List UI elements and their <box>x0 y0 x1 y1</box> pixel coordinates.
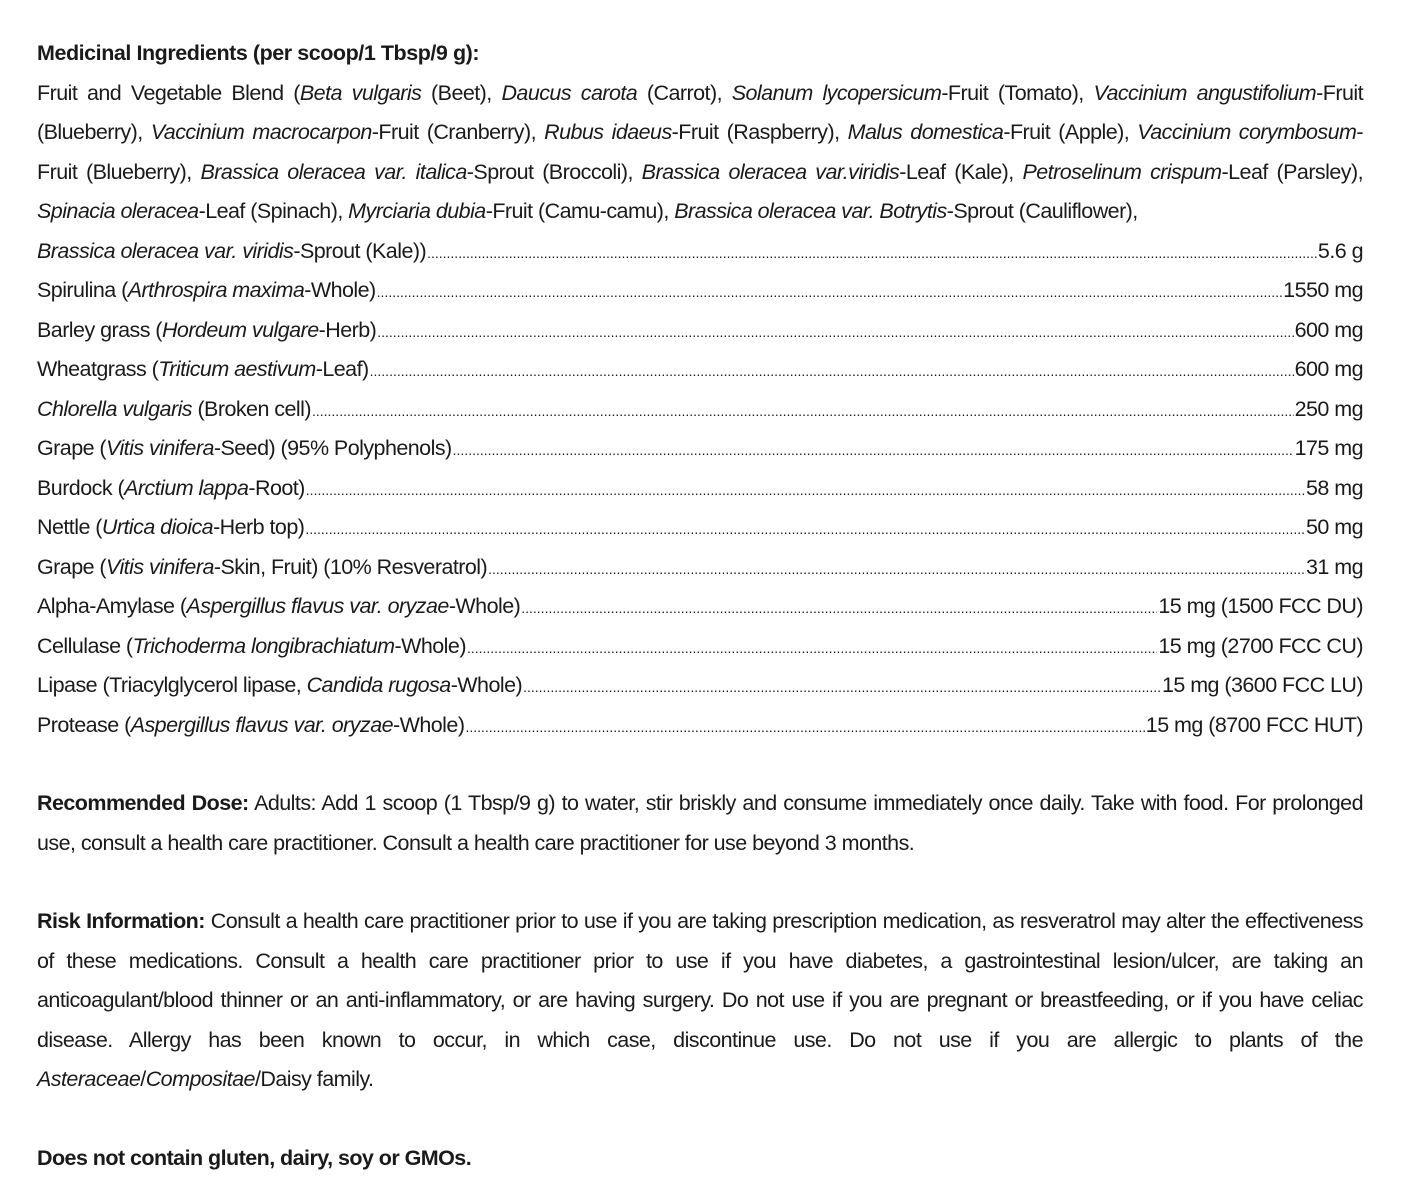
text-segment-blend-14: -Fruit (Apple), <box>1003 120 1138 144</box>
dot-leader <box>467 629 1157 669</box>
latin-name-ing7-1: Vitis vinifera <box>106 554 214 579</box>
dot-leader <box>488 550 1305 590</box>
ingredient-name <box>37 627 466 667</box>
dot-leader <box>377 313 1293 353</box>
latin-name-ing8-1: Aspergillus flavus var. oryzae <box>186 594 449 618</box>
text-segment-ing2-0: Wheatgrass ( <box>37 357 159 381</box>
text-segment-ing6-2: -Herb top) <box>213 515 305 539</box>
text-segment-ing9-0: Cellulase ( <box>37 633 133 658</box>
text-segment-ing4-2: -Seed) (95% Polyphenols) <box>213 436 452 460</box>
text-segment-blend-6: -Fruit (Tomato), <box>941 80 1094 105</box>
latin-name-blend-19: Brassica oleracea var.viridis <box>641 159 900 184</box>
latin-name-blend-7: Vaccinium angustifolium <box>1093 80 1317 105</box>
latin-name-blend-21: Petroselinum crispum <box>1022 159 1222 184</box>
text-segment-ing0-0: Spirulina ( <box>37 278 128 302</box>
text-segment-ing7-0: Grape ( <box>37 554 107 579</box>
latin-name-ing2-1: Triticum aestivum <box>158 357 316 381</box>
latin-name-blend-11: Rubus idaeus <box>544 120 672 144</box>
text-segment-ing10-2: -Whole) <box>450 673 523 697</box>
text-segment-ing8-0: Alpha-Amylase ( <box>37 594 187 618</box>
ingredient-amount: 58 mg <box>1305 475 1363 500</box>
text-segment-ing3-1: (Broken cell) <box>192 396 311 421</box>
ingredient-name <box>37 271 376 311</box>
text-segment-blend-0: Fruit and Vegetable Blend ( <box>37 80 300 105</box>
ingredient-name <box>37 311 376 351</box>
ingredient-name <box>37 390 311 430</box>
ingredient-amount: 250 mg <box>1294 396 1363 421</box>
risk-label: Risk Information: <box>37 909 205 933</box>
latin-name-risk-3: Compositae <box>145 1067 255 1091</box>
text-segment-risk-2: / <box>140 1067 146 1091</box>
text-segment-blend-16: -Fruit (Blueberry), <box>37 120 1363 184</box>
latin-name-blend-9: Vaccinium macrocarpon <box>150 120 372 144</box>
text-segment-blend-4: (Carrot), <box>637 80 732 105</box>
ingredient-row <box>37 390 1363 430</box>
ingredient-amount: 15 mg (3600 FCC LU) <box>1161 673 1363 697</box>
ingredient-name <box>37 666 522 706</box>
dot-leader <box>370 352 1294 392</box>
blend-description <box>37 74 1363 232</box>
latin-name-blend-15: Vaccinium corymbosum <box>1137 120 1357 144</box>
text-segment-ing10-0: Lipase (Triacylglycerol lipase, <box>37 673 307 697</box>
text-segment-ing6-0: Nettle ( <box>37 515 102 539</box>
text-segment-ing5-2: -Root) <box>248 475 305 500</box>
latin-name-ing11-1: Aspergillus flavus var. oryzae <box>130 712 394 737</box>
ingredient-amount: 31 mg <box>1305 554 1363 579</box>
ingredient-row <box>37 548 1363 588</box>
text-segment-ing2-2: -Leaf) <box>315 357 369 381</box>
text-segment-ing1-2: -Herb) <box>318 317 377 342</box>
ingredient-name <box>37 587 520 627</box>
latin-name-blend-3: Daucus carota <box>501 80 638 105</box>
ingredient-row <box>37 311 1363 351</box>
text-segment-risk-0: Consult a health care practitioner prior to use if you are taking prescription medication, as resveratrol may alter the effectiveness of these medications. Consult a health care practitioner prior to use if you have diabetes, a gastrointestinal lesion/ulcer, are taking an anticoagulant/blood thinner or an anti-inflammatory, or are having surgery. Do not use if you are pregnant or breastfeeding, or if you have celiac disease. Allergy has been known to occur, in which case, discontinue use. Do not use if you are allergic to plants of the <box>37 909 1364 1052</box>
ingredient-row <box>37 350 1363 390</box>
text-segment-blend-8: -Fruit (Blueberry), <box>37 80 1364 144</box>
ingredient-amount: 15 mg (8700 FCC HUT) <box>1145 712 1363 737</box>
latin-name-blend-25: Myrciaria dubia <box>348 199 486 223</box>
dot-leader <box>312 392 1294 432</box>
ingredient-row <box>37 508 1363 548</box>
ingredient-row <box>37 706 1363 746</box>
text-segment-blend-last-1: -Sprout (Kale)) <box>293 238 427 263</box>
text-segment-ing11-0: Protease ( <box>37 712 131 737</box>
blend-final-ingredients <box>37 232 426 272</box>
ingredient-amount: 15 mg (1500 FCC DU) <box>1158 594 1363 618</box>
text-segment-risk-4: /Daisy family. <box>254 1067 374 1091</box>
allergen-statement: Does not contain gluten, dairy, soy or GMOs. <box>37 1145 472 1170</box>
text-segment-ing1-0: Barley grass ( <box>37 317 162 342</box>
text-segment-ing11-2: -Whole) <box>393 712 465 737</box>
ingredient-amount: 50 mg <box>1305 515 1363 539</box>
dose-text: Adults: Add 1 scoop (1 Tbsp/9 g) to water, stir briskly and consume immediately once daily. Take with food. For prolonged use, consult a health care practitioner. Consult a health care practitioner for use beyond 3 months. <box>37 791 1363 855</box>
ingredient-amount: 175 mg <box>1294 436 1363 460</box>
latin-name-blend-13: Malus domestica <box>847 120 1004 144</box>
ingredient-name <box>37 350 369 390</box>
text-segment-blend-26: -Fruit (Camu-camu), <box>485 199 675 223</box>
latin-name-ing6-1: Urtica dioica <box>101 515 214 539</box>
ingredient-row <box>37 587 1363 627</box>
risk-information <box>37 902 1363 1100</box>
dose-label: Recommended Dose: <box>37 791 249 815</box>
dot-leader <box>305 510 1305 550</box>
dot-leader <box>465 708 1144 748</box>
dot-leader <box>453 431 1294 471</box>
text-segment-ing8-2: -Whole) <box>448 594 521 618</box>
latin-name-ing0-1: Arthrospira maxima <box>127 278 305 302</box>
dot-leader <box>521 589 1157 629</box>
latin-name-blend-23: Spinacia oleracea <box>37 199 199 223</box>
text-segment-blend-28: -Sprout (Cauliflower), <box>946 199 1138 223</box>
ingredient-name <box>37 469 305 509</box>
ingredient-amount: 1550 mg <box>1283 278 1363 302</box>
ingredient-name <box>37 429 452 469</box>
ingredients-heading: Medicinal Ingredients (per scoop/1 Tbsp/9 g): <box>37 41 480 65</box>
latin-name-ing1-1: Hordeum vulgare <box>161 317 319 342</box>
ingredient-row <box>37 271 1363 311</box>
latin-name-ing4-1: Vitis vinifera <box>106 436 214 460</box>
blend-final-line <box>37 232 1363 272</box>
ingredient-name <box>37 706 464 746</box>
latin-name-ing3-0: Chlorella vulgaris <box>37 396 193 421</box>
ingredient-amount: 600 mg <box>1294 317 1363 342</box>
dot-leader <box>523 668 1161 708</box>
ingredient-name <box>37 508 304 548</box>
blend-ingredient-list <box>37 81 1363 224</box>
blend-amount: 5.6 g <box>1317 238 1363 263</box>
text-segment-ing5-0: Burdock ( <box>37 475 125 500</box>
latin-name-blend-27: Brassica oleracea var. Botrytis <box>674 199 947 223</box>
ingredient-list <box>37 271 1363 745</box>
ingredient-amount: 600 mg <box>1294 357 1363 381</box>
latin-name-blend-5: Solanum lycopersicum <box>731 80 942 105</box>
text-segment-blend-2: (Beet), <box>421 80 502 105</box>
text-segment-ing7-2: -Skin, Fruit) (10% Resveratrol) <box>213 554 488 579</box>
text-segment-ing4-0: Grape ( <box>37 436 107 460</box>
label-content <box>37 34 1363 1178</box>
ingredient-row <box>37 429 1363 469</box>
latin-name-risk-1: Asteraceae <box>37 1067 141 1091</box>
latin-name-blend-17: Brassica oleracea var. italica <box>200 159 467 184</box>
latin-name-blend-last-0: Brassica oleracea var. viridis <box>37 238 294 263</box>
text-segment-blend-20: -Leaf (Kale), <box>899 159 1023 184</box>
risk-text <box>37 909 1363 1091</box>
dot-leader <box>427 234 1317 274</box>
text-segment-blend-10: -Fruit (Cranberry), <box>371 120 545 144</box>
dot-leader <box>377 273 1283 313</box>
ingredient-row <box>37 627 1363 667</box>
ingredient-row <box>37 666 1363 706</box>
latin-name-ing9-1: Trichoderma longibrachiatum <box>132 633 395 658</box>
text-segment-blend-24: -Leaf (Spinach), <box>198 199 349 223</box>
recommended-dose <box>37 784 1363 863</box>
ingredient-amount: 15 mg (2700 FCC CU) <box>1158 633 1363 658</box>
text-segment-blend-18: -Sprout (Broccoli), <box>466 159 642 184</box>
ingredient-row <box>37 469 1363 509</box>
text-segment-blend-22: -Leaf (Parsley), <box>1221 159 1364 184</box>
latin-name-ing5-1: Arctium lappa <box>124 475 249 500</box>
latin-name-blend-1: Beta vulgaris <box>299 80 422 105</box>
dot-leader <box>306 471 1305 511</box>
ingredient-name <box>37 548 487 588</box>
latin-name-ing10-1: Candida rugosa <box>306 673 451 697</box>
text-segment-ing0-2: -Whole) <box>304 278 376 302</box>
text-segment-ing9-2: -Whole) <box>394 633 466 658</box>
text-segment-blend-12: -Fruit (Raspberry), <box>671 120 848 144</box>
